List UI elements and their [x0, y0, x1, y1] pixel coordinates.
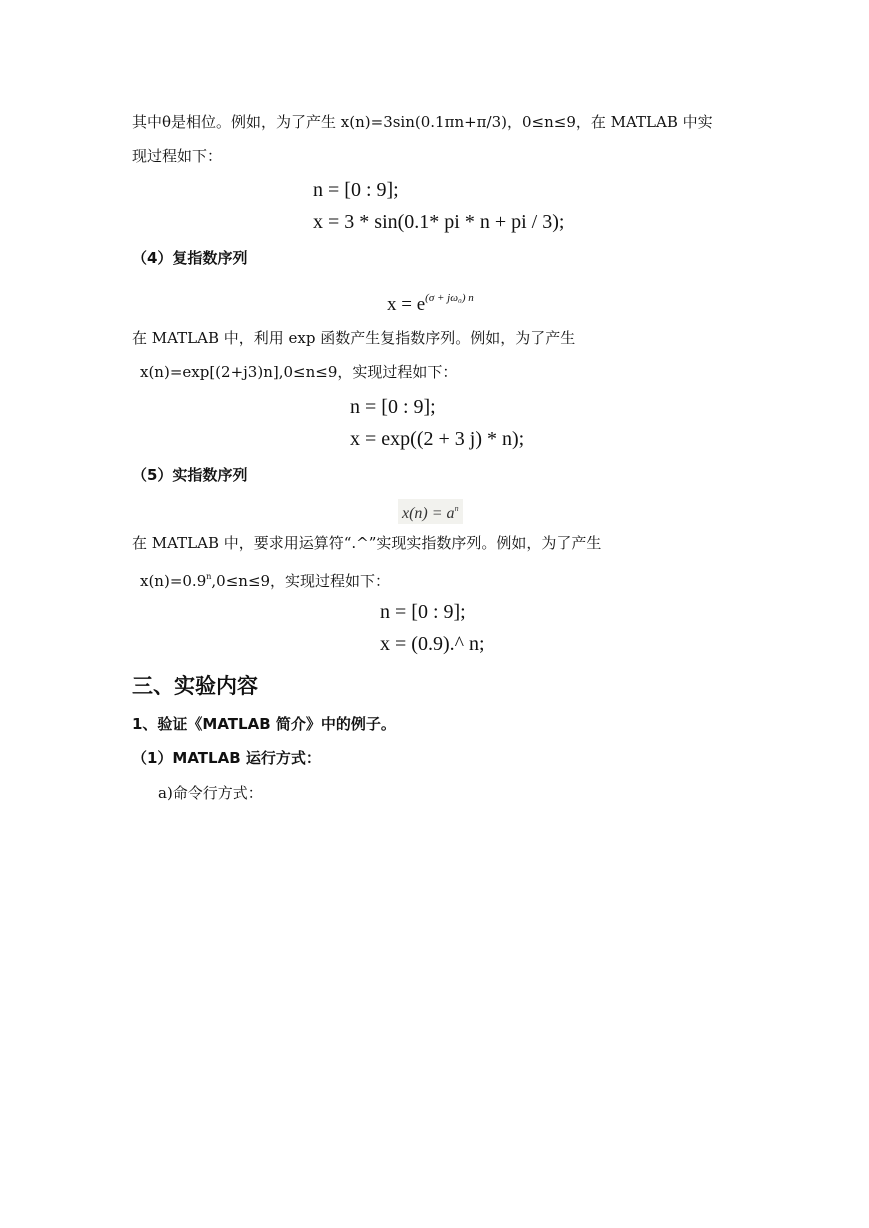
code-line: x = (0.9).^ n; [380, 633, 485, 655]
list-subitem-heading: （1）MATLAB 运行方式： [132, 749, 321, 767]
paragraph-line: $x(n)=0.9^n,0\le n\le 9$，实现过程如下： [140, 572, 391, 590]
code-line: x = 3 * sin(0.1* pi * n + pi / 3); [313, 211, 565, 233]
paragraph-line: 在 MATLAB 中，利用 exp 函数产生复指数序列。例如，为了产生 [132, 329, 576, 347]
paragraph-line: 在 MATLAB 中，要求用运算符“.^”实现实指数序列。例如，为了产生 [132, 534, 602, 552]
code-line: n = [0 : 9]; [313, 179, 399, 201]
formula-base: x = e [387, 294, 426, 315]
list-subitem-text: a)命令行方式： [158, 784, 263, 802]
formula-exponent: (σ + jω₀) n [425, 292, 474, 304]
formula-complex-exponential [387, 286, 474, 317]
code-line: n = [0 : 9]; [380, 601, 466, 623]
subsection-heading: （5）实指数序列 [132, 466, 248, 484]
paragraph-line: x(n)=exp[(2+j3)n],0≤n≤9，实现过程如下： [140, 363, 458, 381]
subsection-heading: （4）复指数序列 [132, 249, 248, 267]
code-line: x = exp((2 + 3 j) * n); [350, 428, 525, 450]
section-title: 三、实验内容 [132, 674, 258, 698]
paragraph-line: 现过程如下： [132, 147, 223, 165]
formula-exponent: n [454, 504, 459, 513]
paragraph-line: 其中θ是相位。例如，为了产生 x(n)=3sin(0.1πn+π/3)，0≤n≤9，在 MATLAB 中实 [132, 113, 713, 131]
formula-real-exponential [398, 499, 463, 524]
formula-base: x(n) = a [402, 505, 455, 522]
code-line: n = [0 : 9]; [350, 396, 436, 418]
list-item-heading: 1、验证《MATLAB 简介》中的例子。 [132, 715, 396, 733]
